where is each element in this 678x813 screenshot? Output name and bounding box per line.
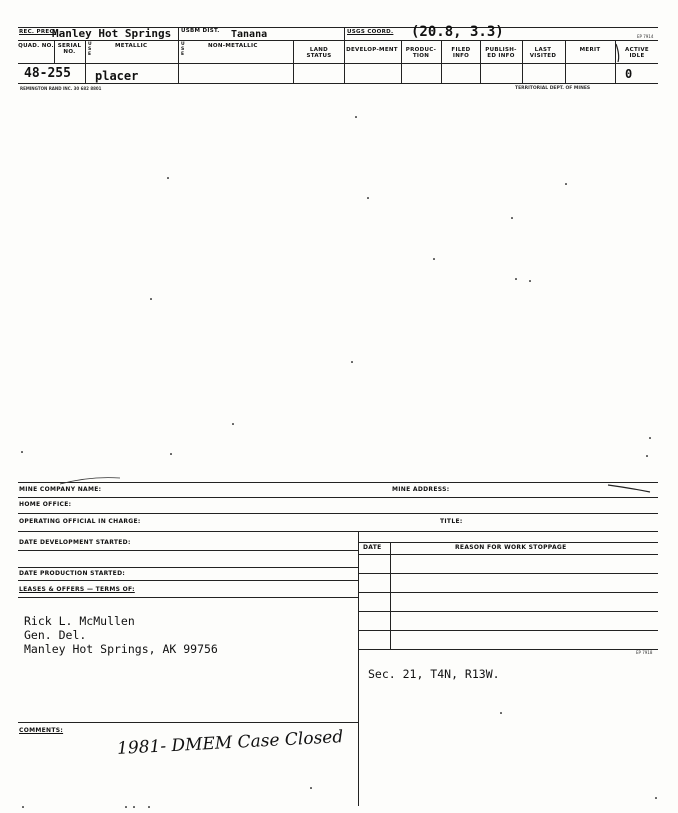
comments-label: COMMENTS: xyxy=(19,727,64,734)
form-number-bottom: EP 7918 xyxy=(636,650,653,655)
col-use-1: USE xyxy=(88,42,92,57)
col-last-visited: LAST VISITED xyxy=(529,47,557,59)
quad-serial-value: 48-255 xyxy=(24,66,71,81)
metallic-value: placer xyxy=(95,69,139,83)
date-development-label: DATE DEVELOPMENT STARTED: xyxy=(19,539,131,546)
reason-column-label: REASON FOR WORK STOPPAGE xyxy=(455,544,567,551)
col-merit: MERIT xyxy=(579,47,601,53)
usbm-dist-label: USBM DIST. xyxy=(181,28,220,34)
lessee-name: Rick L. McMullen xyxy=(24,614,135,628)
col-development: DEVELOP-MENT xyxy=(346,47,398,53)
col-active-idle: ACTIVE IDLE xyxy=(625,47,649,59)
col-serial-no: SERIAL NO. xyxy=(57,43,82,55)
col-filed-info: FILED INFO xyxy=(451,47,471,59)
col-production: PRODUC-TION xyxy=(405,47,437,59)
lessee-address-2: Manley Hot Springs, AK 99756 xyxy=(24,642,218,656)
operating-official-label: OPERATING OFFICIAL IN CHARGE: xyxy=(19,518,141,525)
col-published-info: PUBLISH-ED INFO xyxy=(485,47,517,59)
home-office-label: HOME OFFICE: xyxy=(19,501,72,508)
date-production-label: DATE PRODUCTION STARTED: xyxy=(19,570,126,577)
usgs-coord-label: USGS COORD. xyxy=(347,29,394,35)
col-non-metallic: NON-METALLIC xyxy=(208,43,258,49)
dept-imprint: TERRITORIAL DEPT. OF MINES xyxy=(515,86,591,91)
col-land-status: LAND STATUS xyxy=(306,47,332,59)
date-column-label: DATE xyxy=(363,544,382,551)
usgs-coord-value: (20.8, 3.3) xyxy=(411,24,504,40)
lessee-address-1: Gen. Del. xyxy=(24,628,87,642)
col-use-2: USE xyxy=(181,42,185,57)
active-idle-value: 0 xyxy=(625,67,633,81)
col-metallic: METALLIC xyxy=(115,43,148,49)
leases-label: LEASES & OFFERS — TERMS OF: xyxy=(19,586,135,593)
mine-address-label: MINE ADDRESS: xyxy=(392,486,450,493)
title-label: TITLE: xyxy=(440,518,463,525)
col-quad-no: QUAD. NO. xyxy=(18,43,54,49)
section-township-range: Sec. 21, T4N, R13W. xyxy=(368,667,500,681)
rec-prec-value: Manley Hot Springs xyxy=(52,27,172,40)
rec-prec-label: REC. PREC. xyxy=(19,29,57,35)
printer-imprint: REMINGTON RAND INC. 30 682 8801 xyxy=(20,86,102,91)
handwritten-comment: 1981- DMEM Case Closed xyxy=(116,727,344,759)
usbm-dist-value: Tanana xyxy=(231,29,268,40)
form-number-top: EP 7914 xyxy=(637,34,654,39)
mine-company-name-label: MINE COMPANY NAME: xyxy=(19,486,102,493)
